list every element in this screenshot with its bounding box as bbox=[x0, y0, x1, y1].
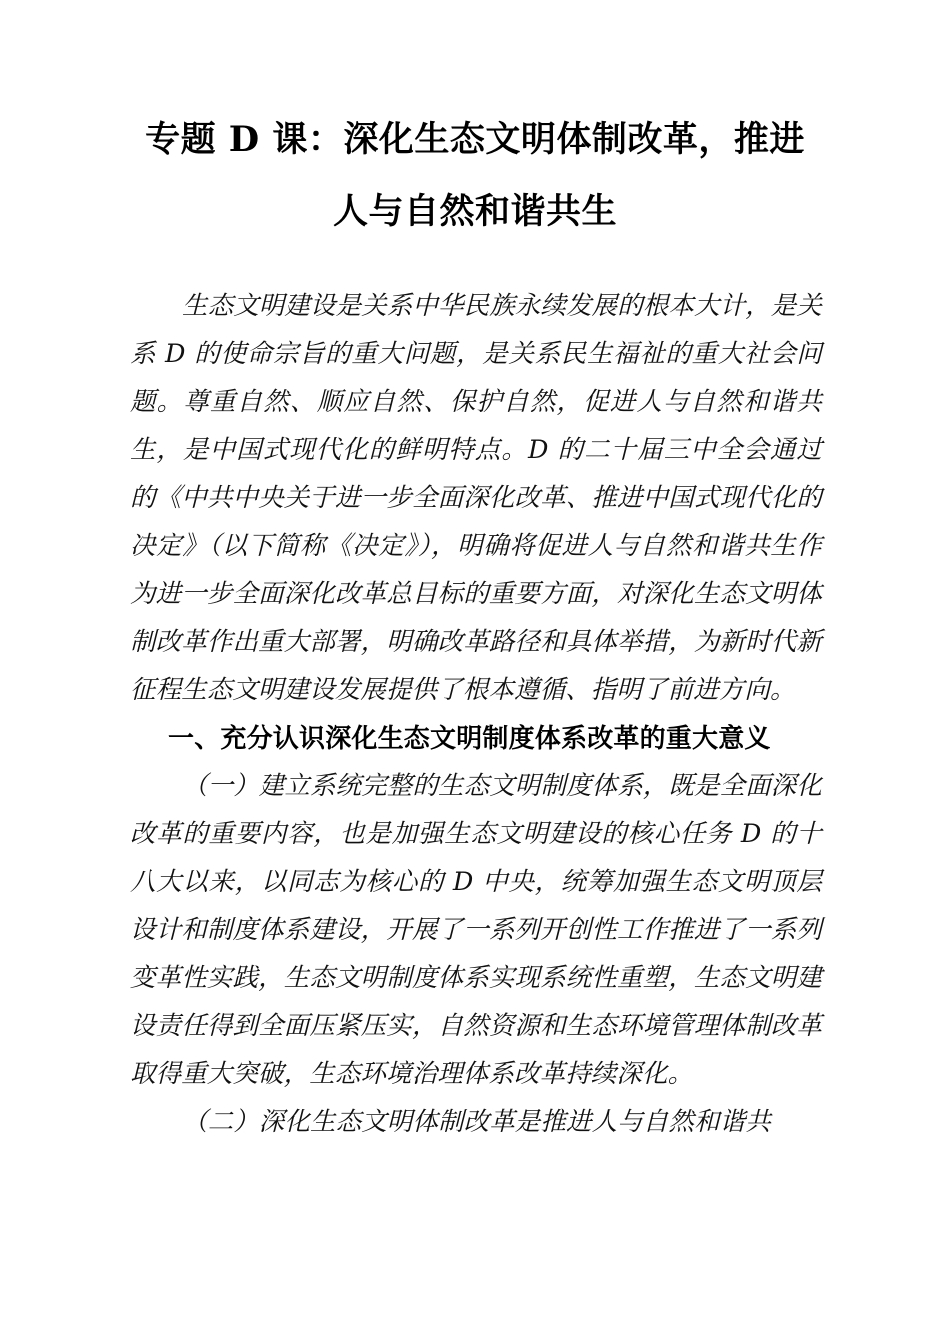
section-heading-one: 一、充分认识深化生态文明制度体系改革的重大意义 bbox=[168, 723, 771, 753]
page-title-line-2: 人与自然和谐共生 bbox=[332, 191, 617, 232]
paragraph-sub-one bbox=[130, 762, 822, 1098]
paragraph-sub-two bbox=[130, 1098, 822, 1146]
paragraph-text: （二）深化生态文明体制改革是推进人与自然和谐共 bbox=[182, 1107, 771, 1137]
paragraph-intro bbox=[130, 282, 822, 714]
document-body bbox=[130, 282, 822, 1146]
paragraph-text: 生态文明建设是关系中华民族永续发展的根本大计，是关系 D 的使命宗旨的重大问题，是关系民生福祉的重大社会问题。尊重自然、顺应自然、保护自然，促进人与自然和谐共生，是中国式现代化的鲜明特点。D 的二十届三中全会通过的《中共中央关于进一步全面深化改革、推进中国式现代化的决定》（以下简称《决定》），明确将促进人与自然和谐共生作为进一步全面深化改革总目标的重要方面，对深化生态文明体制改革作出重大部署，明确改革路径和具体举措，为新时代新征程生态文明建设发展提供了根本遵循、指明了前进方向。 bbox=[130, 291, 823, 705]
paragraph-text: （一）建立系统完整的生态文明制度体系，既是全面深化改革的重要内容，也是加强生态文明建设的核心任务 D 的十八大以来，以同志为核心的 D 中央，统筹加强生态文明顶层设计和制度体系建设，开展了一系列开创性工作推进了一系列变革性实践，生态文明制度体系实现系统性重塑，生态文明建设责任得到全面压紧压实，自然资源和生态环境管理体制改革取得重大突破，生态环境治理体系改革持续深化。 bbox=[130, 771, 823, 1089]
page-title bbox=[130, 104, 820, 248]
page-title-line-1: 专题 D 课：深化生态文明体制改革，推进 bbox=[145, 119, 805, 160]
